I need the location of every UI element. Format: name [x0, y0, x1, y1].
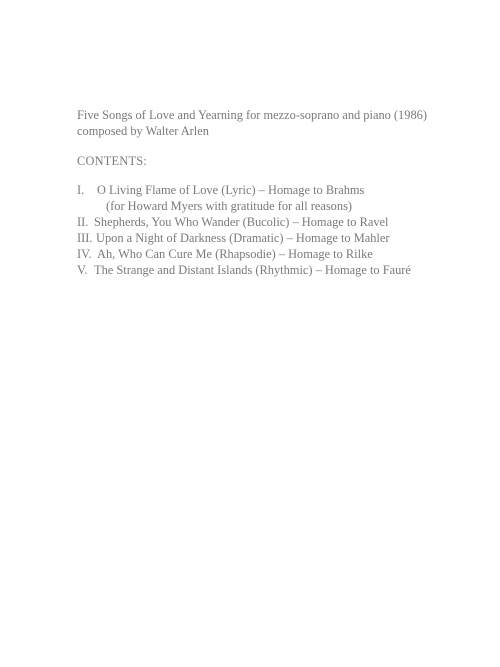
toc-title: Ah, Who Can Cure Me (Rhapsodie) – Homage to Rilke — [97, 247, 373, 261]
contents-heading: CONTENTS: — [77, 154, 147, 168]
toc-title: The Strange and Distant Islands (Rhythmic) – Homage to Fauré — [94, 263, 411, 277]
toc-item-5 — [77, 262, 411, 278]
toc-title: Upon a Night of Darkness (Dramatic) – Homage to Mahler — [96, 231, 390, 245]
toc-numeral: V. — [77, 263, 88, 277]
toc-numeral: I. — [77, 183, 85, 197]
toc-title: Shepherds, You Who Wander (Bucolic) – Homage to Ravel — [94, 215, 389, 229]
toc-numeral: IV. — [77, 247, 92, 261]
intro-block — [77, 107, 427, 139]
toc-item-2 — [77, 214, 411, 230]
intro-composer-line: composed by Walter Arlen — [77, 124, 209, 138]
toc-title: O Living Flame of Love (Lyric) – Homage to Brahms — [97, 183, 365, 197]
intro-title-line: Five Songs of Love and Yearning for mezzo-soprano and piano (1986) — [77, 108, 427, 122]
table-of-contents — [77, 182, 411, 278]
toc-item-1 — [77, 182, 411, 198]
toc-dedication: (for Howard Myers with gratitude for all reasons) — [106, 199, 353, 213]
toc-item-3 — [77, 230, 411, 246]
toc-numeral: III. — [77, 231, 93, 245]
toc-numeral: II. — [77, 215, 89, 229]
toc-item-4 — [77, 246, 411, 262]
